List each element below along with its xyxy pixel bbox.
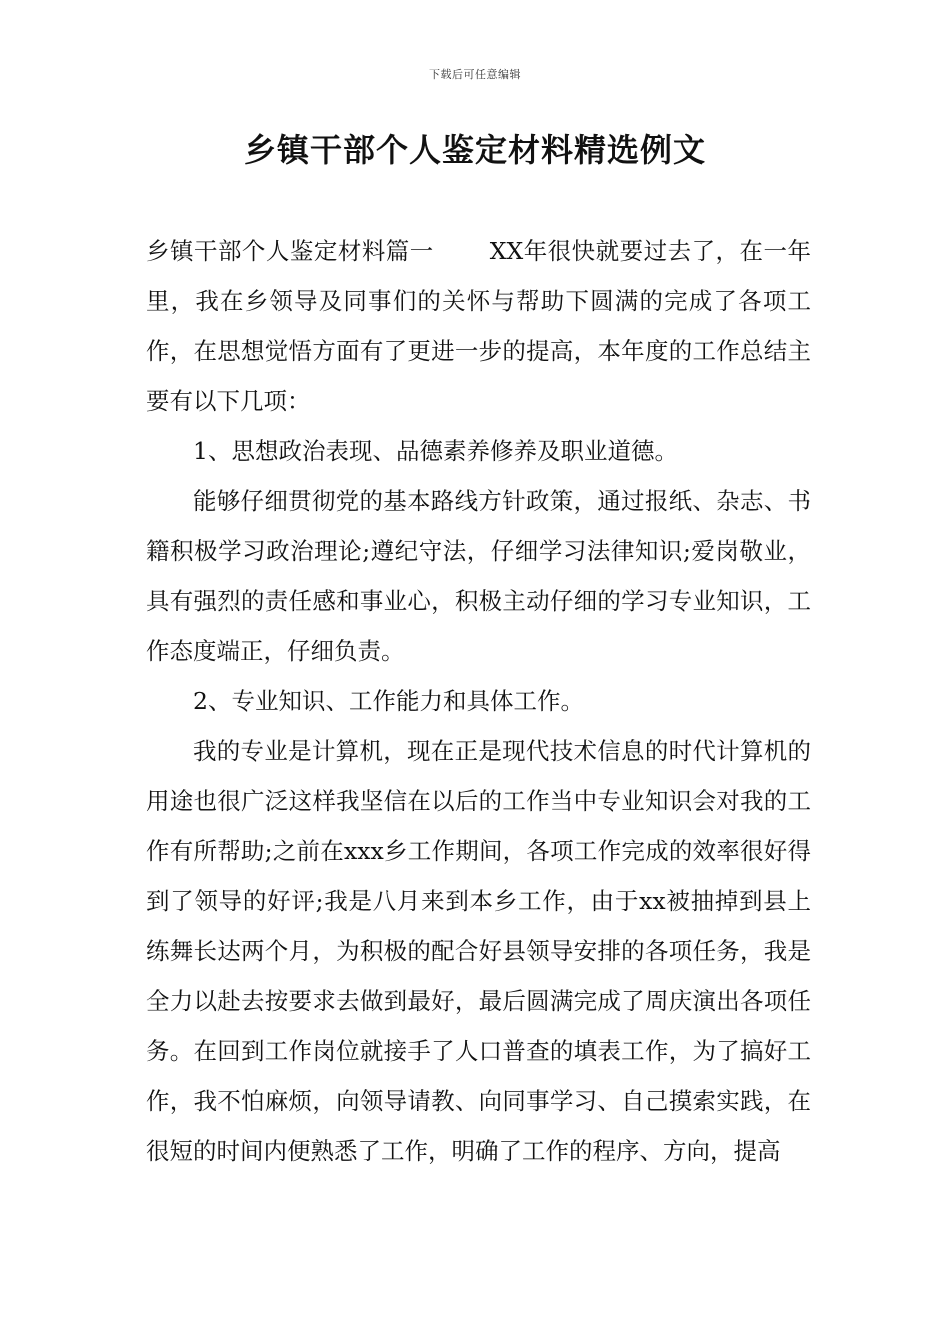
document-body xyxy=(146,226,811,1176)
paragraph-text: 我的专业是计算机，现在正是现代技术信息的时代计算机的用途也很广泛这样我坚信在以后的工作当中专业知识会对我的工作有所帮助;之前在xxx乡工作期间，各项工作完成的效率很好得到了领导的好评;我是八月来到本乡工作，由于xx被抽掉到县上练舞长达两个月，为积极的配合好县领导安排的各项任务，我是全力以赴去按要求去做到最好，最后圆满完成了周庆演出各项任务。在回到工作岗位就接手了人口普查的填表工作，为了搞好工作，我不怕麻烦，向领导请教、向同事学习、自己摸索实践，在很短的时间内便熟悉了工作，明确了工作的程序、方向，提高 xyxy=(146,737,811,1165)
document-title: 乡镇干部个人鉴定材料精选例文 xyxy=(243,131,706,169)
paragraph-heading-1: 1、思想政治表现、品德素养修养及职业道德。 xyxy=(193,437,678,465)
paragraph-text: 能够仔细贯彻党的基本路线方针政策，通过报纸、杂志、书籍积极学习政治理论;遵纪守法，仔细学习法律知识;爱岗敬业，具有强烈的责任感和事业心，积极主动仔细的学习专业知识，工作态度端正，仔细负责。 xyxy=(146,487,811,665)
paragraph-text: XX年很快就要过去了，在一年里，我在乡领导及同事们的关怀与帮助下圆满的完成了各项工作，在思想觉悟方面有了更进一步的提高，本年度的工作总结主要有以下几项： xyxy=(146,237,811,415)
paragraph-lead xyxy=(146,226,811,426)
paragraph-heading-2: 2、专业知识、工作能力和具体工作。 xyxy=(193,687,584,715)
header-note: 下载后可任意编辑 xyxy=(429,68,521,81)
lead-label: 乡镇干部个人鉴定材料篇一 xyxy=(146,237,434,265)
